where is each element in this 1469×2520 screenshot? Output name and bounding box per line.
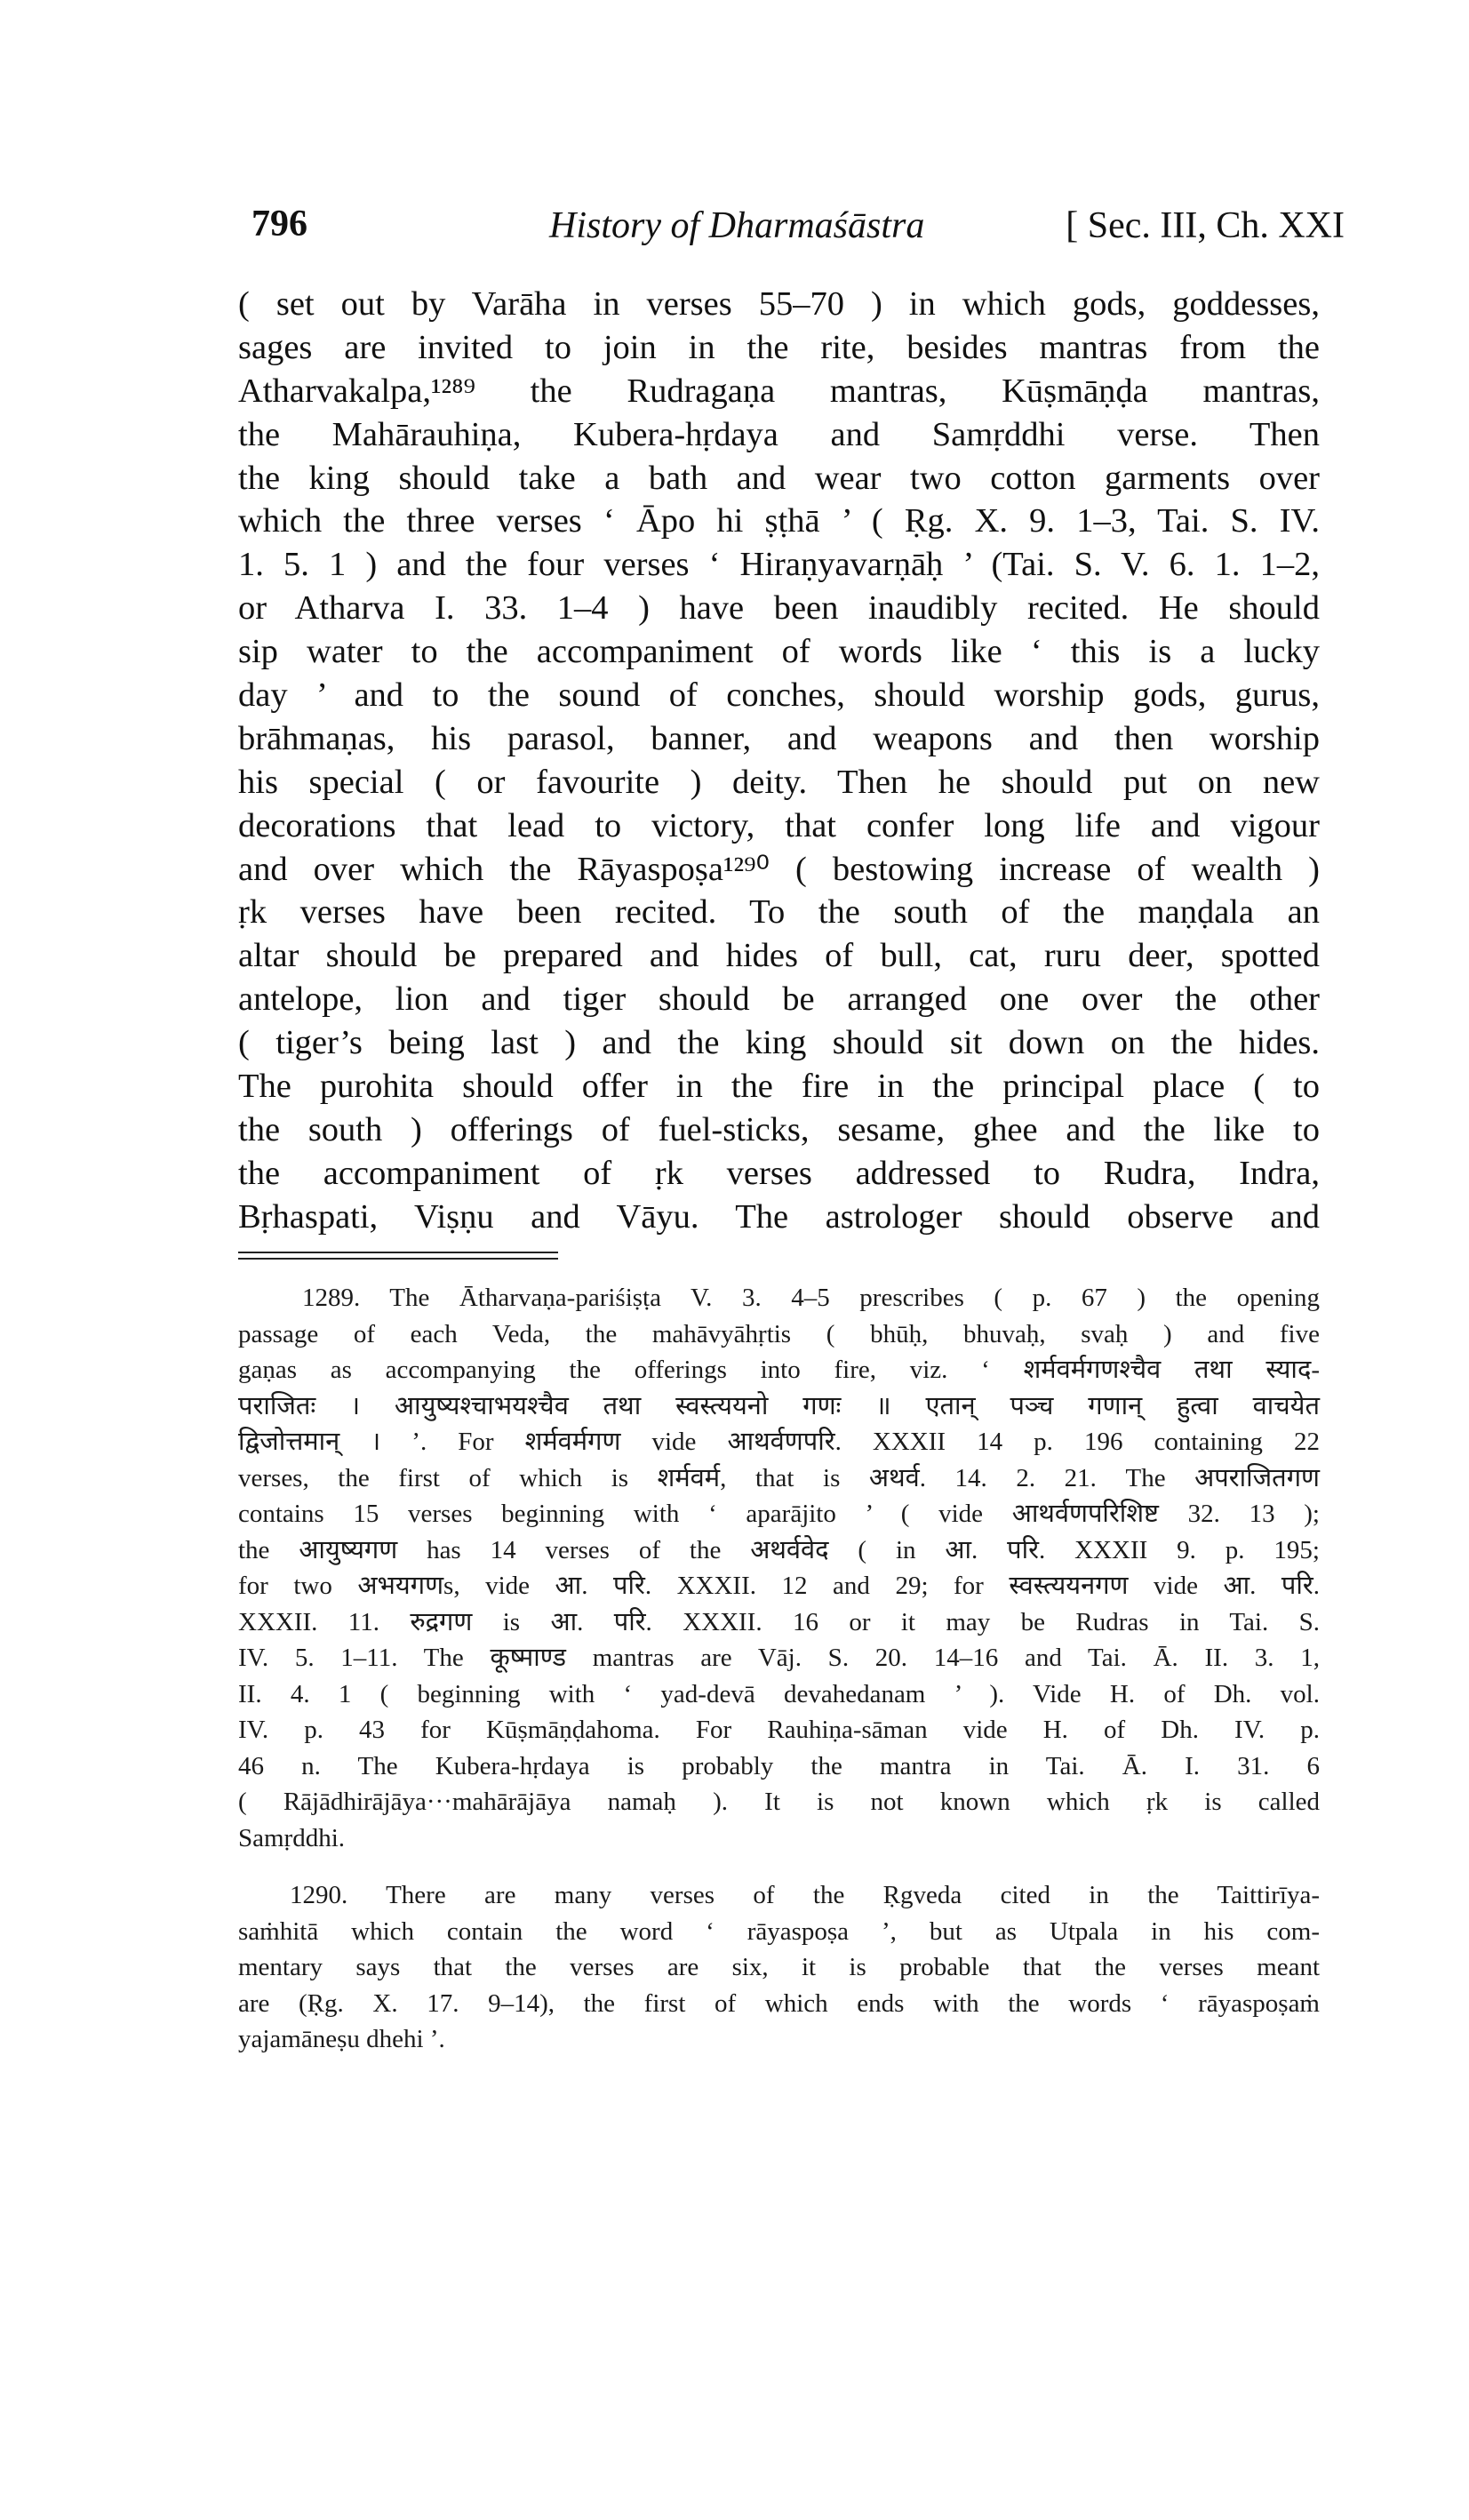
footnote-line: ( Rājādhirājāya···mahārājāya namaḥ ). It is not known which ṛk is called <box>238 1788 1320 1816</box>
footnote-line: yajamāneṣu dhehi ’. <box>238 2025 445 2053</box>
footnote-separator-rule <box>238 1252 558 1253</box>
footnote-line: IV. 5. 1–11. The कूष्माण्ड mantras are Vāj. S. 20. 14–16 and Tai. Ā. II. 3. 1, <box>238 1644 1320 1672</box>
body-line: 1. 5. 1 ) and the four verses ‘ Hiraṇyavarṇāḥ ’ (Tai. S. V. 6. 1. 1–2, <box>238 546 1320 584</box>
body-line: the king should take a bath and wear two cotton garments over <box>238 459 1320 497</box>
page-header <box>251 203 1345 256</box>
body-line: ṛk verses have been recited. To the south of the maṇḍala an <box>238 893 1320 932</box>
footnote-line: II. 4. 1 ( beginning with ‘ yad-devā devahedanam ’ ). Vide H. of Dh. vol. <box>238 1679 1320 1708</box>
footnote-line: IV. p. 43 for Kūṣmāṇḍahoma. For Rauhiṇa-sāman vide H. of Dh. IV. p. <box>238 1716 1320 1744</box>
footnote-line: contains 15 verses beginning with ‘ aparājito ’ ( vide आथर्वणपरिशिष्ट 32. 13 ); <box>238 1500 1320 1528</box>
body-line: which the three verses ‘ Āpo hi ṣṭhā ’ ( Ṛg. X. 9. 1–3, Tai. S. IV. <box>238 502 1320 540</box>
footnote-separator-rule <box>238 1258 558 1260</box>
footnote-1290 <box>238 1877 1320 2058</box>
footnote-line: Samṛddhi. <box>238 1823 346 1852</box>
body-line: the Mahārauhiṇa, Kubera-hṛdaya and Samṛddhi verse. Then <box>238 415 1320 453</box>
body-line: sages are invited to join in the rite, besides mantras from the <box>238 328 1320 366</box>
footnote-line: are (Ṛg. X. 17. 9–14), the first of which ends with the words ‘ rāyaspoṣaṁ <box>238 1988 1320 2018</box>
footnote-line: mentary says that the verses are six, it is probable that the verses meant <box>238 1953 1320 1981</box>
body-line: decorations that lead to victory, that confer long life and vigour <box>238 806 1320 844</box>
footnote-line: XXXII. 11. रुद्रगण is आ. परि. XXXII. 16 or it may be Rudras in Tai. S. <box>238 1607 1320 1636</box>
footnote-line: saṁhitā which contain the word ‘ rāyaspoṣa ’, but as Utpala in his com- <box>238 1916 1320 1946</box>
footnote-1289 <box>238 1280 1320 1856</box>
footnote-line: for two अभयगणs, vide आ. परि. XXXII. 12 and 29; for स्वस्त्ययनगण vide आ. परि. <box>238 1572 1320 1600</box>
footnote-line: passage of each Veda, the mahāvyāhṛtis ( bhūḥ, bhuvaḥ, svaḥ ) and five <box>238 1319 1320 1348</box>
body-line: sip water to the accompaniment of words like ‘ this is a lucky <box>238 633 1320 671</box>
body-line: antelope, lion and tiger should be arranged one over the other <box>238 980 1320 1019</box>
body-line: Bṛhaspati, Viṣṇu and Vāyu. The astrologer should observe and <box>238 1197 1320 1236</box>
body-line: altar should be prepared and hides of bull, cat, ruru deer, spotted <box>238 937 1320 975</box>
body-line: his special ( or favourite ) deity. Then he should put on new <box>238 763 1320 801</box>
footnote-line: the आयुष्यगण has 14 verses of the अथर्ववेद ( in आ. परि. XXXII 9. p. 195; <box>238 1535 1320 1564</box>
page-number: 796 <box>251 204 307 244</box>
footnote-line: verses, the first of which is शर्मवर्म, that is अथर्व. 14. 2. 21. The अपराजितगण <box>238 1463 1320 1492</box>
section-reference: [ Sec. III, Ch. XXI <box>1066 205 1345 246</box>
body-line: and over which the Rāyaspoṣa¹²⁹⁰ ( bestowing increase of wealth ) <box>238 850 1320 888</box>
footnote-line: 1290. There are many verses of the Ṛgveda cited in the Taittirīya- <box>290 1881 1320 1909</box>
running-title: History of Dharmaśāstra <box>549 205 925 246</box>
footnote-line: 46 n. The Kubera-hṛdaya is probably the mantra in Tai. Ā. I. 31. 6 <box>238 1751 1320 1780</box>
footnote-line: gaṇas as accompanying the offerings into fire, viz. ‘ शर्मवर्मगणश्चैव तथा स्याद- <box>238 1356 1320 1384</box>
body-line: Atharvakalpa,¹²⁸⁹ the Rudragaṇa mantras, Kūṣmāṇḍa mantras, <box>238 372 1320 410</box>
body-line: day ’ and to the sound of conches, should worship gods, gurus, <box>238 676 1320 715</box>
main-body-text <box>238 283 1320 1239</box>
body-line: ( set out by Varāha in verses 55–70 ) in which gods, goddesses, <box>238 285 1320 323</box>
footnote-line: द्विजोत्तमान् । ’. For शर्मवर्मगण vide आथर्वणपरि. XXXII 14 p. 196 containing 22 <box>238 1428 1320 1456</box>
footnote-line: पराजितः । आयुष्यश्चाभयश्चैव तथा स्वस्त्ययनो गणः ॥ एतान् पञ्च गणान् हुत्वा वाचयेत <box>238 1391 1320 1420</box>
footnote-line: 1289. The Ātharvaṇa-pariśiṣṭa V. 3. 4–5 prescribes ( p. 67 ) the opening <box>302 1284 1320 1312</box>
body-line: or Atharva I. 33. 1–4 ) have been inaudibly recited. He should <box>238 589 1320 628</box>
body-line: The purohita should offer in the fire in the principal place ( to <box>238 1068 1320 1106</box>
body-line: ( tiger’s being last ) and the king should sit down on the hides. <box>238 1024 1320 1062</box>
body-line: brāhmaṇas, his parasol, banner, and weapons and then worship <box>238 719 1320 757</box>
body-line: the accompaniment of ṛk verses addressed to Rudra, Indra, <box>238 1154 1320 1192</box>
body-line: the south ) offerings of fuel-sticks, sesame, ghee and the like to <box>238 1110 1320 1148</box>
